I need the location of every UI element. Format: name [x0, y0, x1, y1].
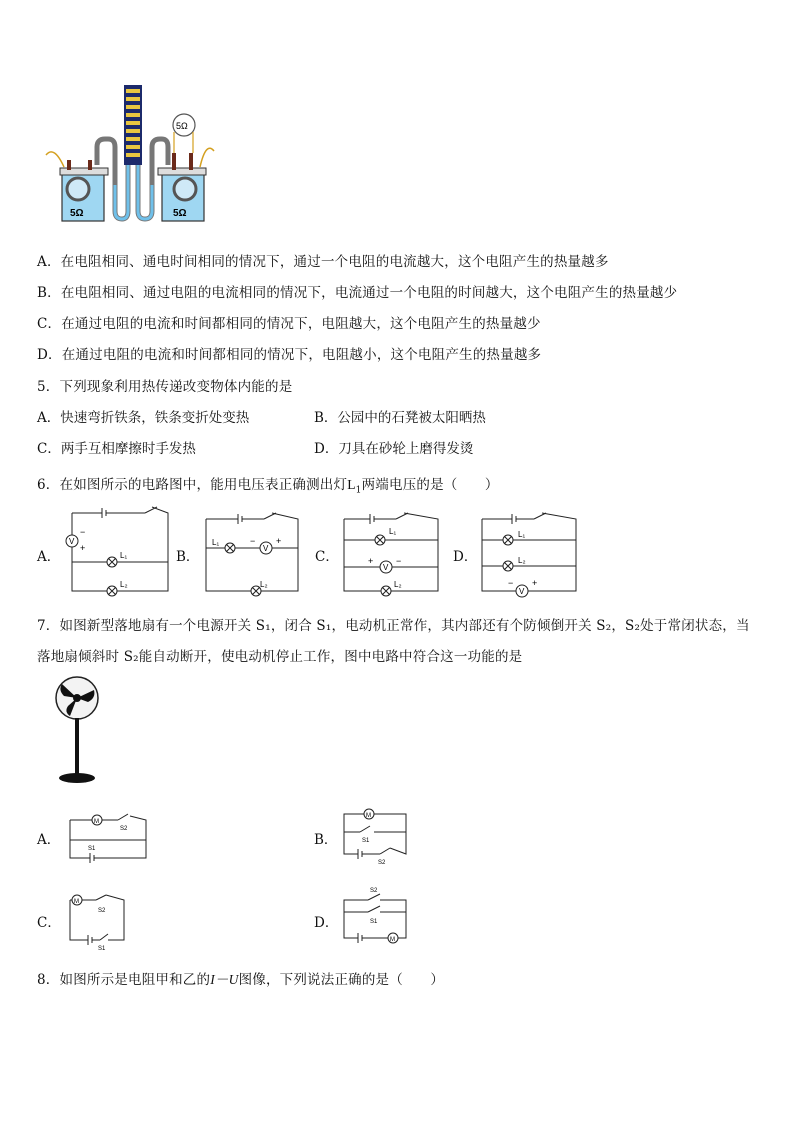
q6-circuit-b — [200, 513, 304, 595]
q7-circuit-a — [66, 808, 150, 864]
svg-text:+: + — [368, 556, 374, 566]
q4-option-c: C．在通过电阻的电流和时间都相同的情况下，电阻越大，这个电阻产生的热量越少 — [37, 316, 541, 332]
svg-text:−: − — [508, 578, 514, 588]
svg-text:−: − — [250, 536, 256, 546]
q7b-s1: S1 — [362, 838, 370, 844]
q7d-motor: M — [390, 937, 395, 943]
q7-label-c: C． — [37, 915, 61, 931]
joule-heat-apparatus-figure — [40, 85, 220, 225]
q6-stem: 6．在如图所示的电路图中，能用电压表正确测出灯$L_1$两端电压的是（ ） — [37, 477, 499, 496]
q7-label-b: B． — [314, 832, 338, 848]
q6b-l2: L₂ — [260, 580, 268, 589]
svg-text:+: + — [532, 578, 538, 588]
q6a-l2: L₂ — [120, 580, 128, 589]
q7a-s1: S1 — [88, 846, 96, 852]
q7-stem-line2: 落地扇倾斜时 S₂能自动断开，使电动机停止工作，图中电路中符合这一功能的是 — [37, 649, 523, 665]
q5-option-c: C．两手互相摩擦时手发热 — [37, 441, 196, 457]
q7d-s1: S1 — [370, 919, 378, 925]
q7-label-a: A． — [37, 832, 61, 848]
q7b-s2: S2 — [378, 860, 386, 866]
q6c-voltmeter: V — [383, 563, 389, 572]
q7-stem-line1: 7．如图新型落地扇有一个电源开关 S₁，闭合 S₁，电动机正常作，其内部还有个防倾倒开关 S₂，S₂处于常闭状态，当 — [37, 618, 750, 634]
q4-option-a: A．在电阻相同、通电时间相同的情况下，通过一个电阻的电流越大，这个电阻产生的热量越多 — [37, 254, 609, 270]
q5-option-d: D．刀具在砂轮上磨得发烫 — [314, 441, 474, 457]
q4-option-b: B．在电阻相同、通过电阻的电流相同的情况下，电流通过一个电阻的时间越大，这个电阻产生的热量越少 — [37, 285, 678, 301]
q6a-voltmeter: V — [69, 537, 75, 546]
q7b-motor: M — [366, 813, 371, 819]
q6c-l2: L₂ — [394, 580, 402, 589]
q6-label-b: B． — [176, 549, 200, 565]
q5-option-b: B．公园中的石凳被太阳晒热 — [314, 410, 486, 426]
q7c-motor: M — [74, 899, 79, 905]
q5-option-a: A．快速弯折铁条，铁条变折处变热 — [37, 410, 250, 426]
q7c-s2: S2 — [98, 908, 106, 914]
q7-circuit-d — [340, 888, 412, 950]
q8-stem: 8．如图所示是电阻甲和乙的I－U图像，下列说法正确的是（ ） — [37, 972, 445, 988]
q6-label-a: A． — [37, 549, 61, 565]
q7-circuit-c — [66, 892, 130, 952]
q7a-motor: M — [94, 819, 99, 825]
q4-option-d: D．在通过电阻的电流和时间都相同的情况下，电阻越小，这个电阻产生的热量越多 — [37, 347, 542, 363]
q6c-l1: L₁ — [389, 527, 397, 536]
q6d-l2: L₂ — [518, 556, 526, 565]
svg-text:+: + — [276, 536, 282, 546]
right-resistor-label: 5Ω — [173, 208, 187, 219]
q6b-l1: L₁ — [212, 538, 220, 547]
floor-fan-figure — [50, 676, 106, 786]
q6-label-c: C． — [315, 549, 339, 565]
q5-stem: 5．下列现象利用热传递改变物体内能的是 — [37, 379, 293, 395]
left-resistor-label: 5Ω — [70, 208, 84, 219]
q7-label-d: D． — [314, 915, 339, 931]
q6b-voltmeter: V — [263, 544, 269, 553]
q7a-s2: S2 — [120, 826, 128, 832]
q7-circuit-b — [340, 806, 412, 866]
svg-text:+: + — [80, 543, 86, 553]
svg-text:−: − — [80, 527, 86, 537]
svg-text:−: − — [396, 556, 402, 566]
q6-label-d: D． — [453, 549, 478, 565]
external-resistor-label: 5Ω — [176, 121, 188, 131]
q6-circuit-d — [478, 513, 582, 595]
q6a-l1: L₁ — [120, 551, 128, 560]
q6d-l1: L₁ — [518, 530, 526, 539]
q6d-voltmeter: V — [519, 587, 525, 596]
q6-circuit-c — [340, 513, 444, 595]
q7c-s1: S1 — [98, 946, 106, 952]
q6-circuit-a — [60, 505, 172, 597]
q7d-s2: S2 — [370, 888, 378, 894]
